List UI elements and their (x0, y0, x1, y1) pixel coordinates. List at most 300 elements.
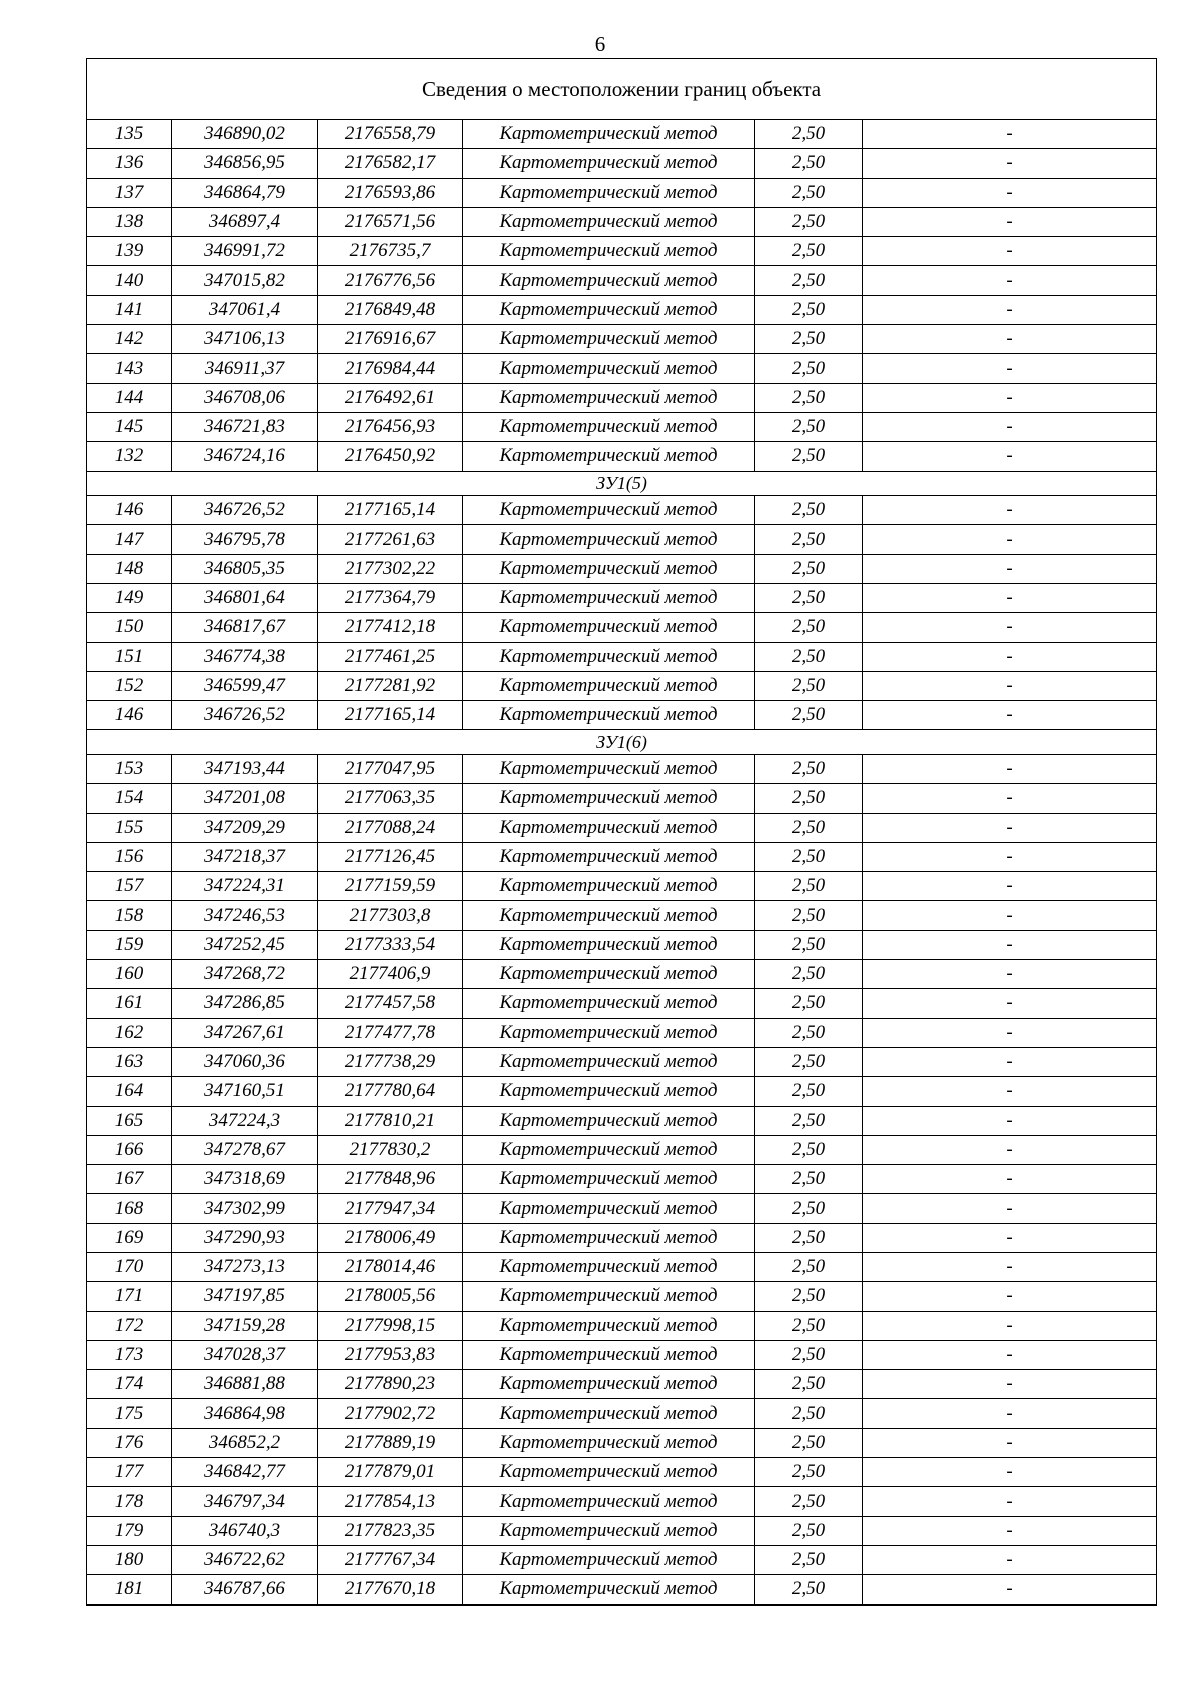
table-row (87, 1428, 1157, 1457)
table-row (87, 1018, 1157, 1047)
method-cell: Картометрический метод (463, 149, 755, 178)
accuracy-cell: 2,50 (755, 642, 863, 671)
accuracy-cell: 2,50 (755, 295, 863, 324)
x-coordinate-cell: 346774,38 (172, 642, 318, 671)
method-cell: Картометрический метод (463, 1575, 755, 1605)
point-number-cell: 137 (87, 178, 172, 207)
x-coordinate-cell: 346856,95 (172, 149, 318, 178)
x-coordinate-cell: 346864,79 (172, 178, 318, 207)
table-row (87, 266, 1157, 295)
page-number: 6 (594, 32, 606, 56)
x-coordinate-cell: 347246,53 (172, 901, 318, 930)
point-number-cell: 159 (87, 930, 172, 959)
description-cell: - (863, 442, 1157, 471)
y-coordinate-cell: 2177457,58 (318, 989, 463, 1018)
x-coordinate-cell: 347286,85 (172, 989, 318, 1018)
x-coordinate-cell: 347218,37 (172, 842, 318, 871)
point-number-cell: 138 (87, 207, 172, 236)
description-cell: - (863, 1194, 1157, 1223)
x-coordinate-cell: 346897,4 (172, 207, 318, 236)
accuracy-cell: 2,50 (755, 960, 863, 989)
table-row (87, 960, 1157, 989)
description-cell: - (863, 554, 1157, 583)
method-cell: Картометрический метод (463, 1458, 755, 1487)
x-coordinate-cell: 347268,72 (172, 960, 318, 989)
method-cell: Картометрический метод (463, 325, 755, 354)
table-row (87, 1370, 1157, 1399)
point-number-cell: 169 (87, 1223, 172, 1252)
y-coordinate-cell: 2177302,22 (318, 554, 463, 583)
description-cell: - (863, 266, 1157, 295)
point-number-cell: 144 (87, 383, 172, 412)
y-coordinate-cell: 2177406,9 (318, 960, 463, 989)
table-row (87, 1399, 1157, 1428)
accuracy-cell: 2,50 (755, 1458, 863, 1487)
accuracy-cell: 2,50 (755, 1018, 863, 1047)
method-cell: Картометрический метод (463, 989, 755, 1018)
description-cell: - (863, 149, 1157, 178)
description-cell: - (863, 1458, 1157, 1487)
point-number-cell: 156 (87, 842, 172, 871)
x-coordinate-cell: 346991,72 (172, 237, 318, 266)
description-cell: - (863, 1428, 1157, 1457)
x-coordinate-cell: 346708,06 (172, 383, 318, 412)
accuracy-cell: 2,50 (755, 496, 863, 525)
description-cell: - (863, 1165, 1157, 1194)
y-coordinate-cell: 2177461,25 (318, 642, 463, 671)
point-number-cell: 146 (87, 701, 172, 730)
description-cell: - (863, 1516, 1157, 1545)
point-number-cell: 146 (87, 496, 172, 525)
y-coordinate-cell: 2176984,44 (318, 354, 463, 383)
table-row (87, 754, 1157, 783)
point-number-cell: 151 (87, 642, 172, 671)
point-number-cell: 142 (87, 325, 172, 354)
description-cell: - (863, 1575, 1157, 1605)
table-row (87, 1282, 1157, 1311)
y-coordinate-cell: 2177890,23 (318, 1370, 463, 1399)
table-row (87, 671, 1157, 700)
x-coordinate-cell: 346852,2 (172, 1428, 318, 1457)
y-coordinate-cell: 2177261,63 (318, 525, 463, 554)
x-coordinate-cell: 347318,69 (172, 1165, 318, 1194)
point-number-cell: 164 (87, 1077, 172, 1106)
method-cell: Картометрический метод (463, 1545, 755, 1574)
table-row (87, 1194, 1157, 1223)
table-row (87, 1340, 1157, 1369)
accuracy-cell: 2,50 (755, 237, 863, 266)
method-cell: Картометрический метод (463, 1047, 755, 1076)
accuracy-cell: 2,50 (755, 583, 863, 612)
description-cell: - (863, 207, 1157, 236)
accuracy-cell: 2,50 (755, 120, 863, 149)
x-coordinate-cell: 347224,31 (172, 872, 318, 901)
boundary-coordinates-table (86, 58, 1157, 1606)
point-number-cell: 162 (87, 1018, 172, 1047)
accuracy-cell: 2,50 (755, 1194, 863, 1223)
method-cell: Картометрический метод (463, 237, 755, 266)
method-cell: Картометрический метод (463, 554, 755, 583)
point-number-cell: 145 (87, 412, 172, 441)
table-row (87, 295, 1157, 324)
point-number-cell: 167 (87, 1165, 172, 1194)
table-row (87, 1135, 1157, 1164)
x-coordinate-cell: 346795,78 (172, 525, 318, 554)
point-number-cell: 180 (87, 1545, 172, 1574)
description-cell: - (863, 784, 1157, 813)
accuracy-cell: 2,50 (755, 930, 863, 959)
point-number-cell: 150 (87, 613, 172, 642)
x-coordinate-cell: 346864,98 (172, 1399, 318, 1428)
point-number-cell: 149 (87, 583, 172, 612)
x-coordinate-cell: 346721,83 (172, 412, 318, 441)
point-number-cell: 136 (87, 149, 172, 178)
point-number-cell: 139 (87, 237, 172, 266)
table-row (87, 642, 1157, 671)
point-number-cell: 140 (87, 266, 172, 295)
method-cell: Картометрический метод (463, 120, 755, 149)
table-row (87, 613, 1157, 642)
table-row (87, 207, 1157, 236)
accuracy-cell: 2,50 (755, 1106, 863, 1135)
table-row (87, 1545, 1157, 1574)
y-coordinate-cell: 2177165,14 (318, 701, 463, 730)
method-cell: Картометрический метод (463, 813, 755, 842)
accuracy-cell: 2,50 (755, 1428, 863, 1457)
accuracy-cell: 2,50 (755, 1545, 863, 1574)
description-cell: - (863, 842, 1157, 871)
x-coordinate-cell: 347193,44 (172, 754, 318, 783)
description-cell: - (863, 1047, 1157, 1076)
x-coordinate-cell: 346740,3 (172, 1516, 318, 1545)
accuracy-cell: 2,50 (755, 784, 863, 813)
point-number-cell: 179 (87, 1516, 172, 1545)
point-number-cell: 165 (87, 1106, 172, 1135)
accuracy-cell: 2,50 (755, 754, 863, 783)
table-row (87, 325, 1157, 354)
description-cell: - (863, 496, 1157, 525)
description-cell: - (863, 1252, 1157, 1281)
table-row (87, 354, 1157, 383)
accuracy-cell: 2,50 (755, 613, 863, 642)
y-coordinate-cell: 2177780,64 (318, 1077, 463, 1106)
accuracy-cell: 2,50 (755, 354, 863, 383)
y-coordinate-cell: 2177364,79 (318, 583, 463, 612)
method-cell: Картометрический метод (463, 1311, 755, 1340)
table-row (87, 1311, 1157, 1340)
y-coordinate-cell: 2177047,95 (318, 754, 463, 783)
y-coordinate-cell: 2176450,92 (318, 442, 463, 471)
table-row (87, 1516, 1157, 1545)
point-number-cell: 171 (87, 1282, 172, 1311)
method-cell: Картометрический метод (463, 1399, 755, 1428)
x-coordinate-cell: 346726,52 (172, 496, 318, 525)
y-coordinate-cell: 2178006,49 (318, 1223, 463, 1252)
accuracy-cell: 2,50 (755, 1340, 863, 1369)
y-coordinate-cell: 2177810,21 (318, 1106, 463, 1135)
y-coordinate-cell: 2176735,7 (318, 237, 463, 266)
accuracy-cell: 2,50 (755, 671, 863, 700)
accuracy-cell: 2,50 (755, 1135, 863, 1164)
accuracy-cell: 2,50 (755, 842, 863, 871)
table-row (87, 989, 1157, 1018)
method-cell: Картометрический метод (463, 901, 755, 930)
table-row (87, 784, 1157, 813)
x-coordinate-cell: 346890,02 (172, 120, 318, 149)
method-cell: Картометрический метод (463, 266, 755, 295)
accuracy-cell: 2,50 (755, 1282, 863, 1311)
description-cell: - (863, 1282, 1157, 1311)
y-coordinate-cell: 2177670,18 (318, 1575, 463, 1605)
description-cell: - (863, 1135, 1157, 1164)
description-cell: - (863, 525, 1157, 554)
x-coordinate-cell: 347201,08 (172, 784, 318, 813)
method-cell: Картометрический метод (463, 960, 755, 989)
y-coordinate-cell: 2177281,92 (318, 671, 463, 700)
y-coordinate-cell: 2177477,78 (318, 1018, 463, 1047)
method-cell: Картометрический метод (463, 295, 755, 324)
y-coordinate-cell: 2177998,15 (318, 1311, 463, 1340)
accuracy-cell: 2,50 (755, 442, 863, 471)
method-cell: Картометрический метод (463, 1340, 755, 1369)
description-cell: - (863, 989, 1157, 1018)
description-cell: - (863, 701, 1157, 730)
method-cell: Картометрический метод (463, 642, 755, 671)
table-row (87, 1487, 1157, 1516)
table-row (87, 149, 1157, 178)
point-number-cell: 143 (87, 354, 172, 383)
y-coordinate-cell: 2177953,83 (318, 1340, 463, 1369)
y-coordinate-cell: 2176456,93 (318, 412, 463, 441)
accuracy-cell: 2,50 (755, 525, 863, 554)
accuracy-cell: 2,50 (755, 554, 863, 583)
accuracy-cell: 2,50 (755, 1252, 863, 1281)
y-coordinate-cell: 2177879,01 (318, 1458, 463, 1487)
accuracy-cell: 2,50 (755, 872, 863, 901)
description-cell: - (863, 412, 1157, 441)
x-coordinate-cell: 346797,34 (172, 1487, 318, 1516)
x-coordinate-cell: 346911,37 (172, 354, 318, 383)
table-row (87, 1047, 1157, 1076)
table-row (87, 1106, 1157, 1135)
description-cell: - (863, 295, 1157, 324)
x-coordinate-cell: 347302,99 (172, 1194, 318, 1223)
description-cell: - (863, 813, 1157, 842)
accuracy-cell: 2,50 (755, 1516, 863, 1545)
description-cell: - (863, 754, 1157, 783)
accuracy-cell: 2,50 (755, 149, 863, 178)
table-row (87, 525, 1157, 554)
x-coordinate-cell: 347267,61 (172, 1018, 318, 1047)
table-row (87, 701, 1157, 730)
description-cell: - (863, 1399, 1157, 1428)
x-coordinate-cell: 347106,13 (172, 325, 318, 354)
point-number-cell: 174 (87, 1370, 172, 1399)
y-coordinate-cell: 2176492,61 (318, 383, 463, 412)
point-number-cell: 148 (87, 554, 172, 583)
y-coordinate-cell: 2177902,72 (318, 1399, 463, 1428)
accuracy-cell: 2,50 (755, 1223, 863, 1252)
table-row (87, 1223, 1157, 1252)
x-coordinate-cell: 347061,4 (172, 295, 318, 324)
method-cell: Картометрический метод (463, 496, 755, 525)
y-coordinate-cell: 2177126,45 (318, 842, 463, 871)
method-cell: Картометрический метод (463, 1252, 755, 1281)
section-header-row (87, 730, 1157, 755)
y-coordinate-cell: 2177303,8 (318, 901, 463, 930)
y-coordinate-cell: 2176582,17 (318, 149, 463, 178)
section-label: ЗУ1(5) (87, 471, 1157, 496)
x-coordinate-cell: 347160,51 (172, 1077, 318, 1106)
x-coordinate-cell: 347224,3 (172, 1106, 318, 1135)
description-cell: - (863, 613, 1157, 642)
y-coordinate-cell: 2177333,54 (318, 930, 463, 959)
description-cell: - (863, 237, 1157, 266)
x-coordinate-cell: 347252,45 (172, 930, 318, 959)
section-label: ЗУ1(6) (87, 730, 1157, 755)
method-cell: Картометрический метод (463, 784, 755, 813)
y-coordinate-cell: 2177412,18 (318, 613, 463, 642)
table-row (87, 496, 1157, 525)
table-row (87, 554, 1157, 583)
y-coordinate-cell: 2177063,35 (318, 784, 463, 813)
description-cell: - (863, 1311, 1157, 1340)
y-coordinate-cell: 2177738,29 (318, 1047, 463, 1076)
x-coordinate-cell: 347060,36 (172, 1047, 318, 1076)
y-coordinate-cell: 2177088,24 (318, 813, 463, 842)
method-cell: Картометрический метод (463, 1223, 755, 1252)
method-cell: Картометрический метод (463, 1018, 755, 1047)
point-number-cell: 132 (87, 442, 172, 471)
accuracy-cell: 2,50 (755, 901, 863, 930)
method-cell: Картометрический метод (463, 1282, 755, 1311)
table-row (87, 901, 1157, 930)
method-cell: Картометрический метод (463, 583, 755, 612)
point-number-cell: 153 (87, 754, 172, 783)
description-cell: - (863, 872, 1157, 901)
method-cell: Картометрический метод (463, 1135, 755, 1164)
x-coordinate-cell: 346881,88 (172, 1370, 318, 1399)
x-coordinate-cell: 346599,47 (172, 671, 318, 700)
accuracy-cell: 2,50 (755, 989, 863, 1018)
method-cell: Картометрический метод (463, 872, 755, 901)
description-cell: - (863, 178, 1157, 207)
point-number-cell: 161 (87, 989, 172, 1018)
description-cell: - (863, 325, 1157, 354)
x-coordinate-cell: 347273,13 (172, 1252, 318, 1281)
table-row (87, 1458, 1157, 1487)
x-coordinate-cell: 346724,16 (172, 442, 318, 471)
x-coordinate-cell: 347209,29 (172, 813, 318, 842)
description-cell: - (863, 1077, 1157, 1106)
y-coordinate-cell: 2176776,56 (318, 266, 463, 295)
accuracy-cell: 2,50 (755, 383, 863, 412)
table-row (87, 1575, 1157, 1605)
point-number-cell: 170 (87, 1252, 172, 1281)
x-coordinate-cell: 346726,52 (172, 701, 318, 730)
method-cell: Картометрический метод (463, 1194, 755, 1223)
method-cell: Картометрический метод (463, 412, 755, 441)
point-number-cell: 147 (87, 525, 172, 554)
method-cell: Картометрический метод (463, 1370, 755, 1399)
table-row (87, 1165, 1157, 1194)
accuracy-cell: 2,50 (755, 266, 863, 295)
accuracy-cell: 2,50 (755, 1370, 863, 1399)
x-coordinate-cell: 347197,85 (172, 1282, 318, 1311)
accuracy-cell: 2,50 (755, 1311, 863, 1340)
y-coordinate-cell: 2177889,19 (318, 1428, 463, 1457)
x-coordinate-cell: 346805,35 (172, 554, 318, 583)
x-coordinate-cell: 347015,82 (172, 266, 318, 295)
description-cell: - (863, 1340, 1157, 1369)
y-coordinate-cell: 2176558,79 (318, 120, 463, 149)
point-number-cell: 154 (87, 784, 172, 813)
description-cell: - (863, 1018, 1157, 1047)
description-cell: - (863, 960, 1157, 989)
y-coordinate-cell: 2177848,96 (318, 1165, 463, 1194)
method-cell: Картометрический метод (463, 842, 755, 871)
accuracy-cell: 2,50 (755, 813, 863, 842)
point-number-cell: 158 (87, 901, 172, 930)
table-row (87, 930, 1157, 959)
y-coordinate-cell: 2176849,48 (318, 295, 463, 324)
y-coordinate-cell: 2177159,59 (318, 872, 463, 901)
y-coordinate-cell: 2176593,86 (318, 178, 463, 207)
description-cell: - (863, 583, 1157, 612)
point-number-cell: 175 (87, 1399, 172, 1428)
method-cell: Картометрический метод (463, 613, 755, 642)
method-cell: Картометрический метод (463, 1487, 755, 1516)
point-number-cell: 141 (87, 295, 172, 324)
method-cell: Картометрический метод (463, 525, 755, 554)
x-coordinate-cell: 346817,67 (172, 613, 318, 642)
y-coordinate-cell: 2177823,35 (318, 1516, 463, 1545)
x-coordinate-cell: 347278,67 (172, 1135, 318, 1164)
accuracy-cell: 2,50 (755, 1399, 863, 1428)
method-cell: Картометрический метод (463, 930, 755, 959)
x-coordinate-cell: 346787,66 (172, 1575, 318, 1605)
method-cell: Картометрический метод (463, 1077, 755, 1106)
description-cell: - (863, 120, 1157, 149)
y-coordinate-cell: 2177854,13 (318, 1487, 463, 1516)
table-row (87, 120, 1157, 149)
description-cell: - (863, 1106, 1157, 1135)
x-coordinate-cell: 346722,62 (172, 1545, 318, 1574)
description-cell: - (863, 671, 1157, 700)
method-cell: Картометрический метод (463, 178, 755, 207)
x-coordinate-cell: 347159,28 (172, 1311, 318, 1340)
table-row (87, 872, 1157, 901)
point-number-cell: 160 (87, 960, 172, 989)
table-body (87, 59, 1157, 1605)
x-coordinate-cell: 346801,64 (172, 583, 318, 612)
y-coordinate-cell: 2178005,56 (318, 1282, 463, 1311)
accuracy-cell: 2,50 (755, 1165, 863, 1194)
table-row (87, 412, 1157, 441)
point-number-cell: 177 (87, 1458, 172, 1487)
description-cell: - (863, 1545, 1157, 1574)
table-row (87, 237, 1157, 266)
point-number-cell: 178 (87, 1487, 172, 1516)
method-cell: Картометрический метод (463, 442, 755, 471)
description-cell: - (863, 1370, 1157, 1399)
y-coordinate-cell: 2177947,34 (318, 1194, 463, 1223)
point-number-cell: 157 (87, 872, 172, 901)
table-row (87, 842, 1157, 871)
method-cell: Картометрический метод (463, 207, 755, 236)
table-title-row (87, 59, 1157, 120)
table-row (87, 1252, 1157, 1281)
